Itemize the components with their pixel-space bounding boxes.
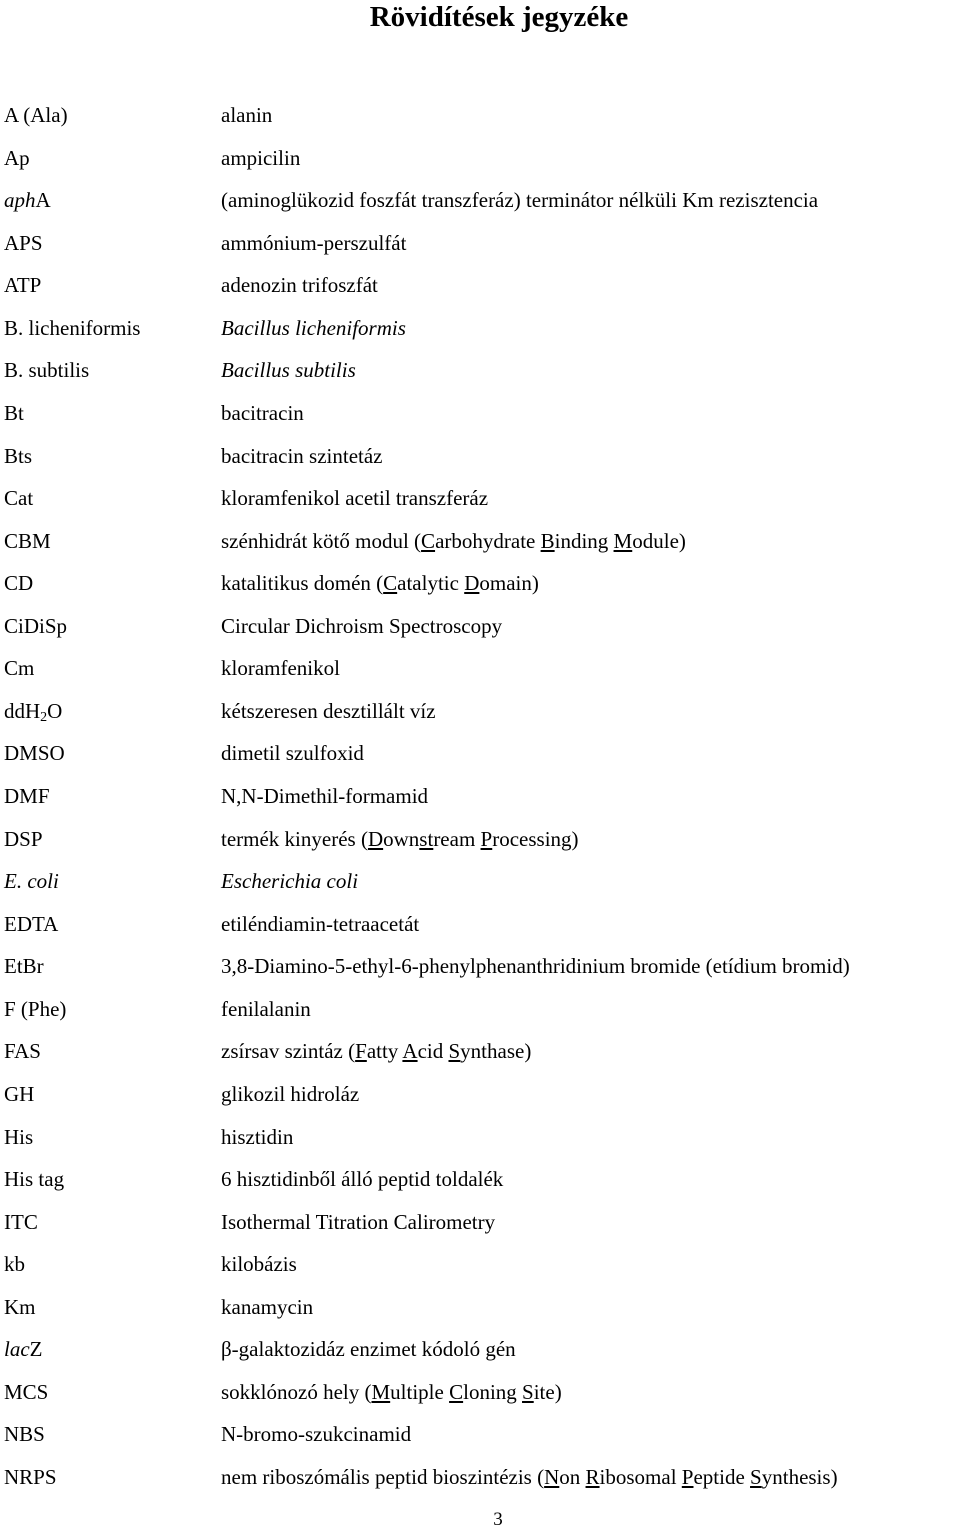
term: His [4,1124,34,1149]
term: Bts [4,443,33,468]
term: DMF [4,784,50,808]
definition: zsírsav szintáz (Fatty Acid Synthase) [221,1039,532,1064]
abbreviation-row-b-licheniformis [4,310,960,353]
definition: fenilalanin [221,996,311,1021]
term: A (Ala) [4,103,68,127]
definition: bacitracin szintetáz [221,443,383,468]
definition: kloramfenikol [221,656,340,681]
term: ddH$_2$O [4,698,63,725]
term: Ap [4,145,30,170]
abbreviation-row-gh [4,1076,960,1119]
abbreviation-row-fas [4,1033,960,1076]
definition: Isothermal Titration Calirometry [221,1209,496,1234]
definition: szénhidrát kötő modul (Carbohydrate Binding Module) [221,528,686,553]
definition: 6 hisztidinből álló peptid toldalék [221,1167,504,1192]
term: B. subtilis [4,358,90,383]
term: His tag [4,1167,65,1192]
abbreviation-row-cidisp [4,608,960,651]
term: MCS [4,1379,49,1404]
term: APS [4,230,43,255]
abbreviation-row-cat [4,480,960,523]
definition: etiléndiamin-tetraacetát [221,911,420,936]
abbreviation-row-ddh2o [4,693,960,736]
term: EtBr [4,954,44,979]
abbreviation-row-nrps [4,1459,960,1502]
term: CBM [4,528,51,553]
abbreviation-row-bt [4,395,960,438]
definition: Bacillus licheniformis [221,315,406,340]
definition: alanin [221,103,273,127]
definition: kloramfenikol acetil transzferáz [221,486,489,511]
abbreviation-row-km [4,1289,960,1332]
term: ITC [4,1209,38,1234]
term: Bt [4,400,24,425]
abbreviation-row-lacz [4,1331,960,1374]
abbreviation-row-dmso [4,735,960,778]
definition: Circular Dichroism Spectroscopy [221,613,503,638]
term: kb [4,1252,25,1277]
page-title: Rövidítések jegyzéke [369,1,629,33]
term: lacZ [4,1337,43,1362]
abbreviation-row-cd [4,565,960,608]
definition: sokklónozó hely (Multiple Cloning Site) [221,1379,562,1404]
definition: dimetil szulfoxid [221,741,364,766]
term: DMSO [4,741,65,766]
definition: nem riboszómális peptid bioszintézis (Non Ribosomal Peptide Synthesis) [221,1465,838,1489]
abbreviation-row-e-coli [4,863,960,906]
term: DSP [4,826,43,851]
definition: bacitracin [221,400,304,425]
abbreviation-row-nbs [4,1416,960,1459]
abbreviation-row-b-subtilis [4,352,960,395]
definition: N-bromo-szukcinamid [221,1422,412,1447]
definition: Bacillus subtilis [221,358,356,383]
definition: 3,8-Diamino-5-ethyl-6-phenylphenanthridinium bromide (etídium bromid) [221,954,850,979]
definition: glikozil hidroláz [221,1081,360,1106]
abbreviation-row-ap [4,140,960,183]
definition: hisztidin [221,1124,294,1149]
definition: kanamycin [221,1294,314,1319]
definition: kilobázis [221,1252,297,1277]
abbreviation-row-apha [4,182,960,225]
definition: β-galaktozidáz enzimet kódoló gén [221,1337,516,1362]
abbreviation-row-aps [4,225,960,268]
abbreviation-row-cbm [4,523,960,566]
term: Km [4,1294,36,1319]
term: NRPS [4,1465,57,1489]
definition: N,N-Dimethil-formamid [221,784,429,808]
definition: Escherichia coli [221,869,359,894]
definition: (aminoglükozid foszfát transzferáz) terminátor nélküli Km rezisztencia [221,188,819,213]
abbreviation-row-his-tag [4,1161,960,1204]
abbreviation-row-mcs [4,1374,960,1417]
term: F (Phe) [4,996,67,1021]
definition: adenozin trifoszfát [221,273,378,298]
abbreviation-row-his [4,1119,960,1162]
abbreviation-row-edta [4,906,960,949]
term: E. coli [4,869,59,894]
abbreviation-list [4,97,960,1502]
term: B. licheniformis [4,315,141,340]
abbreviation-row-kb [4,1246,960,1289]
definition: termék kinyerés (Downstream Processing) [221,826,579,851]
abbreviation-row-cm [4,650,960,693]
term: ATP [4,273,42,298]
abbreviation-row-phe [4,991,960,1034]
term: Cat [4,486,34,511]
abbreviation-row-atp [4,267,960,310]
abbreviation-row-itc [4,1204,960,1247]
definition: ammónium-perszulfát [221,230,407,255]
abbreviation-row-dmf [4,778,960,821]
term-italic-part: lac [4,1337,30,1362]
abbreviation-row-dsp [4,821,960,864]
term: FAS [4,1039,41,1064]
definition: kétszeresen desztillált víz [221,698,436,723]
abbreviation-row-bts [4,438,960,481]
term: aphA [4,188,51,213]
abbreviation-row-etbr [4,948,960,991]
term: GH [4,1081,35,1106]
page-number: 3 [493,1509,503,1530]
definition: katalitikus domén (Catalytic Domain) [221,571,539,596]
term: CiDiSp [4,613,68,638]
term: NBS [4,1422,45,1447]
abbreviation-row-ala [4,97,960,140]
definition: ampicilin [221,145,301,170]
term: EDTA [4,911,59,936]
term: Cm [4,656,35,681]
term-italic-part: aph [4,188,36,213]
term: CD [4,571,34,596]
